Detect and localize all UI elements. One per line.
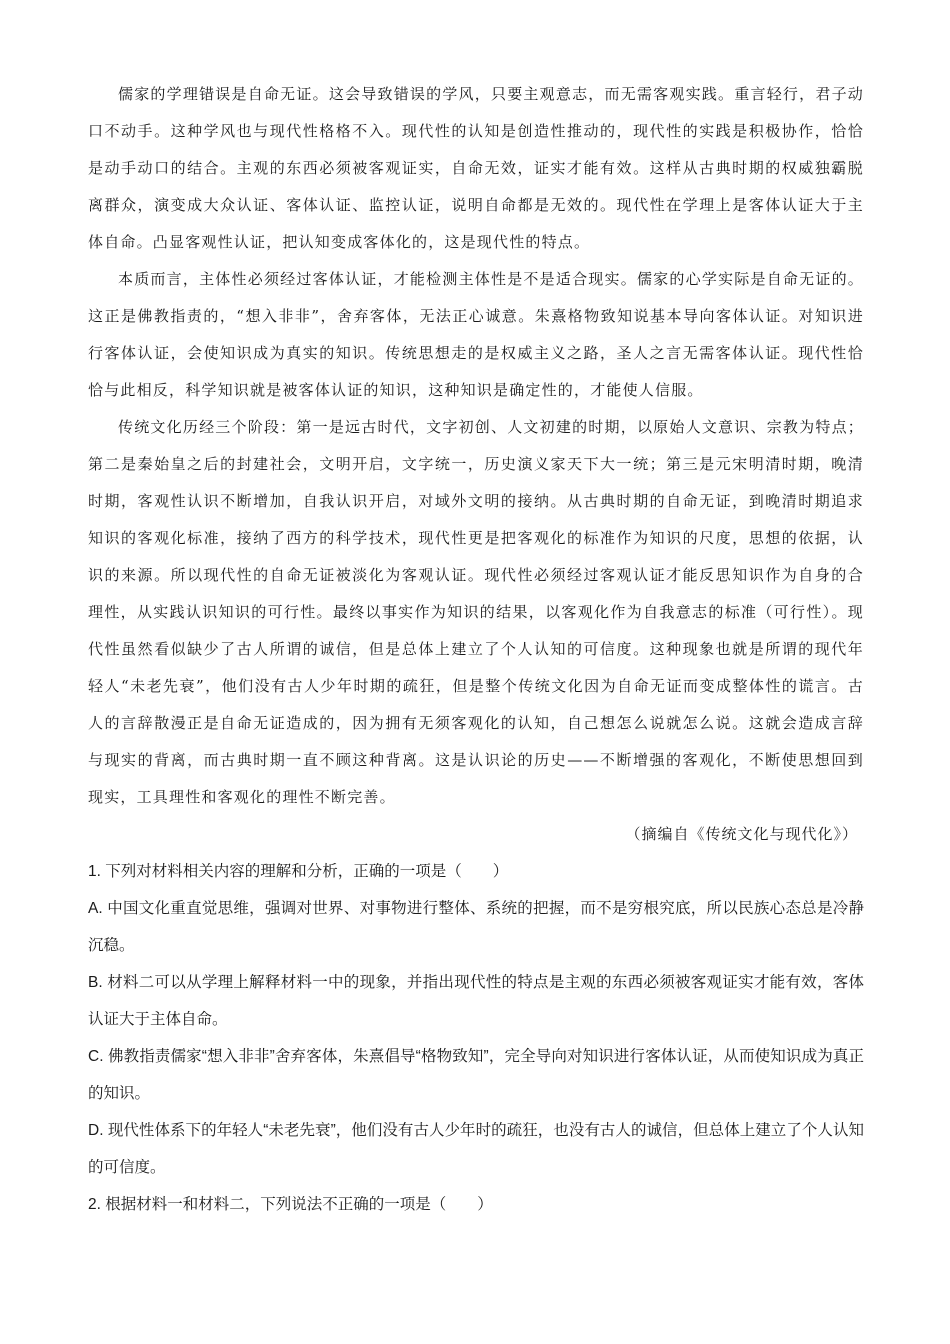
passage-paragraph-2: 本质而言，主体性必须经过客体认证，才能检测主体性是不是适合现实。儒家的心学实际是自命无证的。这正是佛教指责的，“想入非非”，舍弃客体，无法正心诚意。朱熹格物致知说基本导向客体认证。对知识进行客体认证，会使知识成为真实的知识。传统思想走的是权威主义之路，圣人之言无需客体认证。现代性恰恰与此相反，科学知识就是被客体认证的知识，这种知识是确定性的，才能使人信服。 <box>88 270 864 399</box>
option-a: A. 中国文化重直觉思维，强调对世界、对事物进行整体、系统的把握，而不是穷根究底，所以民族心态总是冷静沉稳。 <box>88 900 864 954</box>
document-page <box>88 76 864 1223</box>
passage-paragraph-1: 儒家的学理错误是自命无证。这会导致错误的学风，只要主观意志，而无需客观实践。重言轻行，君子动口不动手。这种学风也与现代性格格不入。现代性的认知是创造性推动的，现代性的实践是积极协作，恰恰是动手动口的结合。主观的东西必须被客观证实，自命无效，证实才能有效。这样从古典时期的权威独霸脱离群众，演变成大众认证、客体认证、监控认证，说明自命都是无效的。现代性在学理上是客体认证大于主体自命。凸显客观性认证，把认知变成客体化的，这是现代性的特点。 <box>88 85 864 251</box>
question-1 <box>88 853 864 1186</box>
question-stem: 1. 下列对材料相关内容的理解和分析，正确的一项是（ ） <box>88 863 509 880</box>
option-d: D. 现代性体系下的年轻人“未老先衰”，他们没有古人少年时的疏狂，也没有古人的诚信，但总体上建立了个人认知的可信度。 <box>88 1122 864 1176</box>
option-b: B. 材料二可以从学理上解释材料一中的现象，并指出现代性的特点是主观的东西必须被客观证实才能有效，客体认证大于主体自命。 <box>88 974 864 1028</box>
passage-paragraph-3: 传统文化历经三个阶段：第一是远古时代，文字初创、人文初建的时期，以原始人文意识、宗教为特点；第二是秦始皇之后的封建社会，文明开启，文字统一，历史演义家天下大一统；第三是元宋明清时期，晚清时期，客观性认识不断增加，自我认识开启，对域外文明的接纳。从古典时期的自命无证，到晚清时期追求知识的客观化标准，接纳了西方的科学技术，现代性更是把客观化的标准作为知识的尺度，思想的依据，认识的来源。所以现代性的自命无证被淡化为客观认证。现代性必须经过客观认证才能反思知识作为自身的合理性，从实践认识知识的可行性。最终以事实作为知识的结果，以客观化作为自我意志的标准（可行性）。现代性虽然看似缺少了古人所谓的诚信，但是总体上建立了个人认知的可信度。这种现象也就是所谓的现代年轻人“未老先衰”，他们没有古人少年时期的疏狂，但是整个传统文化因为自命无证而变成整体性的谎言。古人的言辞散漫正是自命无证造成的，因为拥有无须客观化的认知，自己想怎么说就怎么说。这就会造成言辞与现实的背离，而古典时期一直不顾这种背离。这是认识论的历史——不断增强的客观化，不断使思想回到现实，工具理性和客观化的理性不断完善。 <box>88 418 864 806</box>
question-stem: 2. 根据材料一和材料二，下列说法不正确的一项是（ ） <box>88 1196 493 1213</box>
option-c: C. 佛教指责儒家“想入非非”舍弃客体，朱熹倡导“格物致知”，完全导向对知识进行客体认证，从而使知识成为真正的知识。 <box>88 1048 864 1102</box>
question-2 <box>88 1186 864 1223</box>
passage-source: （摘编自《传统文化与现代化》） <box>625 825 858 843</box>
